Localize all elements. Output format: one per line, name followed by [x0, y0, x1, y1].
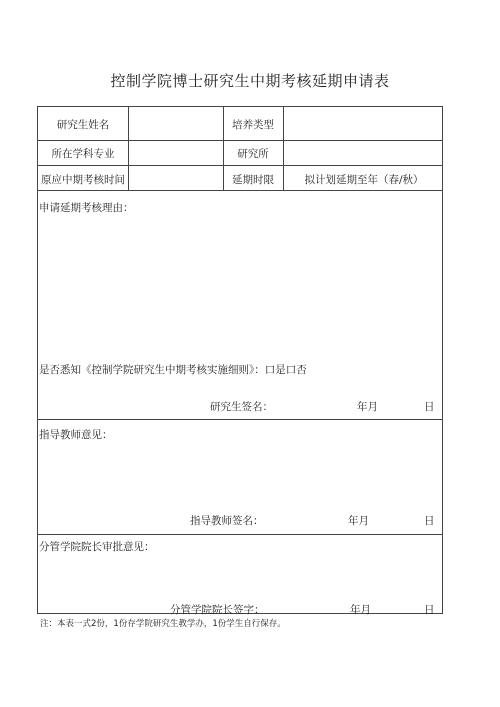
original-exam-time-field[interactable] [129, 167, 222, 189]
student-name-label: 研究生姓名 [56, 119, 110, 131]
dean-signature-label: 分管学院院长签字： [170, 604, 265, 616]
advisor-opinion-label: 指导教师意见： [39, 429, 113, 441]
institute-label: 研究所 [237, 148, 269, 160]
advisor-signature-label: 指导教师签名： [190, 515, 264, 527]
row-divider [38, 140, 442, 141]
advisor-signature-day: 日 [424, 515, 435, 527]
extension-reason-label: 申请延期考核理由： [39, 202, 134, 214]
original-exam-time-label: 原应中期考核时间 [41, 174, 125, 186]
section-divider [38, 419, 442, 420]
student-name-field[interactable] [129, 111, 222, 137]
student-signature-label: 研究生签名： [210, 401, 273, 413]
training-type-label: 培养类型 [232, 119, 274, 131]
major-label: 所在学科专业 [51, 148, 115, 160]
dean-signature-year-month: 年月 [350, 604, 371, 616]
row-divider [38, 165, 442, 166]
application-form-table [37, 106, 443, 614]
row-divider [38, 190, 442, 191]
institute-field[interactable] [284, 142, 442, 164]
student-signature-year-month: 年月 [357, 401, 378, 413]
extension-period-label: 延期时限 [232, 174, 274, 186]
form-title: 控制学院博士研究生中期考核延期申请表 [110, 72, 390, 90]
footnote: 注：本表一式2份，1份存学院研究生教学办，1份学生自行保存。 [40, 619, 286, 629]
section-divider [38, 534, 442, 535]
major-field[interactable] [129, 142, 222, 164]
training-type-field[interactable] [284, 111, 442, 137]
extension-period-value[interactable]: 拟计划延期至年（春/秋） [304, 174, 424, 186]
student-signature-day: 日 [424, 401, 435, 413]
dean-signature-day: 日 [424, 604, 435, 616]
advisor-signature-year-month: 年月 [348, 515, 369, 527]
dean-approval-label: 分管学院院长审批意见： [39, 541, 155, 553]
regulation-awareness-question[interactable]: 是否悉知《控制学院研究生中期考核实施细则》：口是口否 [39, 364, 307, 376]
